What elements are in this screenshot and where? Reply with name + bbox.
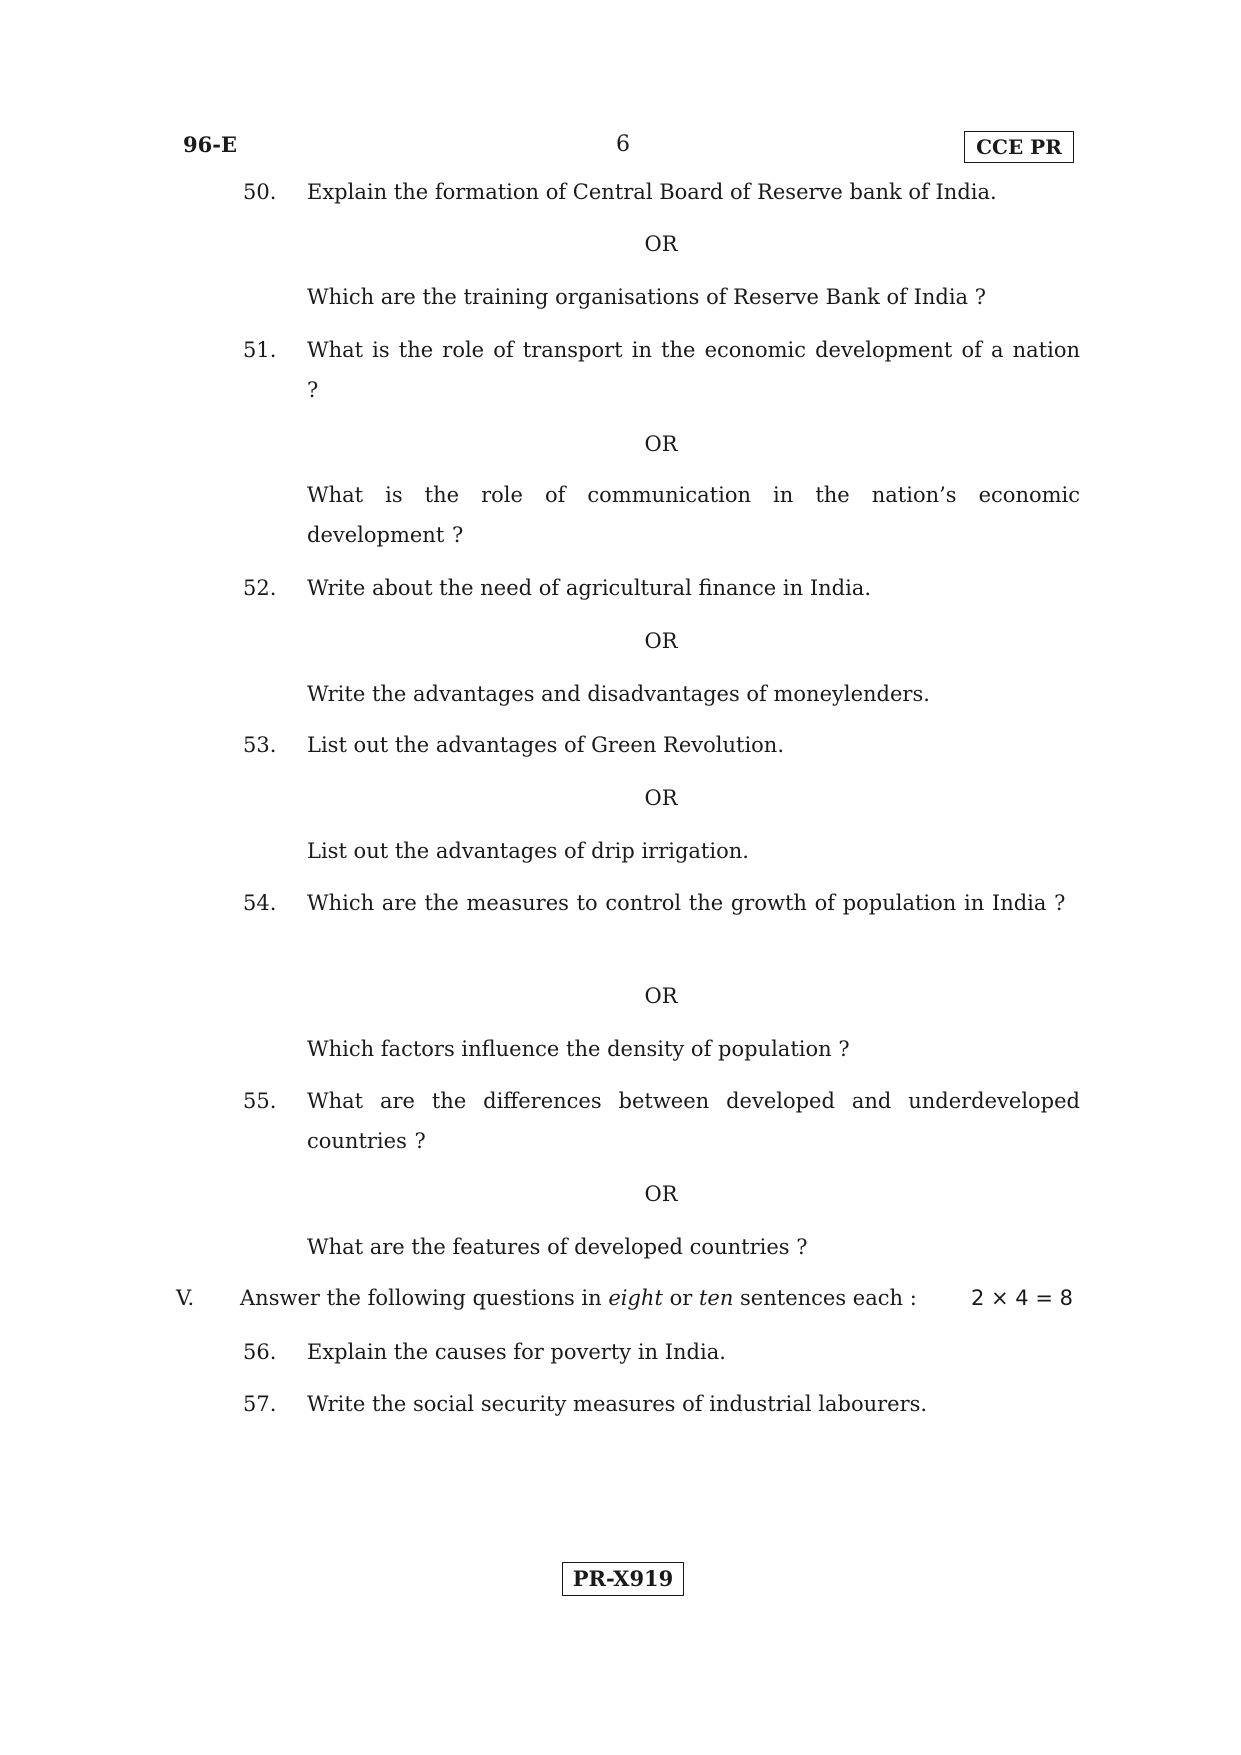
question-number: 56. [243,1340,277,1364]
question-text: Explain the formation of Central Board of Reserve bank of India. [307,180,997,204]
question-alt-text: Which are the training organisations of Reserve Bank of India ? [307,285,987,309]
instruction-word-ten: ten [698,1286,734,1310]
question-text: Which are the measures to control the growth of population in India ? [307,891,1066,915]
paper-tag-box: CCE PR [964,131,1074,163]
instruction-word-eight: eight [608,1286,663,1310]
question-text: Write the social security measures of industrial labourers. [307,1392,928,1416]
footer-code-box: PR-X919 [562,1562,684,1596]
question-number: 52. [243,576,277,600]
question-alt-text: What is the role of communication in the nation’s economic development ? [307,483,1080,547]
or-label: OR [644,984,678,1008]
question-text: What are the differences between developed and underdeveloped countries ? [307,1089,1080,1153]
or-label: OR [644,432,678,456]
question-text: Write about the need of agricultural finance in India. [307,576,872,600]
page-number: 6 [616,132,630,157]
question-alt-text: Write the advantages and disadvantages of moneylenders. [307,682,930,706]
instruction-suffix: sentences each : [733,1286,917,1310]
question-alt-text: What are the features of developed countries ? [307,1235,808,1259]
section-instruction [240,1284,917,1312]
question-alt-text: Which factors influence the density of population ? [307,1037,850,1061]
or-label: OR [644,232,678,256]
or-label: OR [644,1182,678,1206]
or-label: OR [644,629,678,653]
question-number: 54. [243,891,277,915]
instruction-word-or: or [662,1286,699,1310]
question-number: 51. [243,338,277,362]
question-number: 53. [243,733,277,757]
paper-code: 96-E [183,132,237,157]
question-text: What is the role of transport in the economic development of a nation ? [307,338,1080,402]
question-text: List out the advantages of Green Revolution. [307,733,785,757]
instruction-prefix: Answer the following questions in [240,1286,609,1310]
section-number: V. [176,1286,195,1310]
question-number: 50. [243,180,277,204]
or-label: OR [644,786,678,810]
question-number: 55. [243,1089,277,1113]
question-text: Explain the causes for poverty in India. [307,1340,726,1364]
section-marks: 2 × 4 = 8 [971,1286,1073,1310]
question-alt-text: List out the advantages of drip irrigation. [307,839,749,863]
question-number: 57. [243,1392,277,1416]
